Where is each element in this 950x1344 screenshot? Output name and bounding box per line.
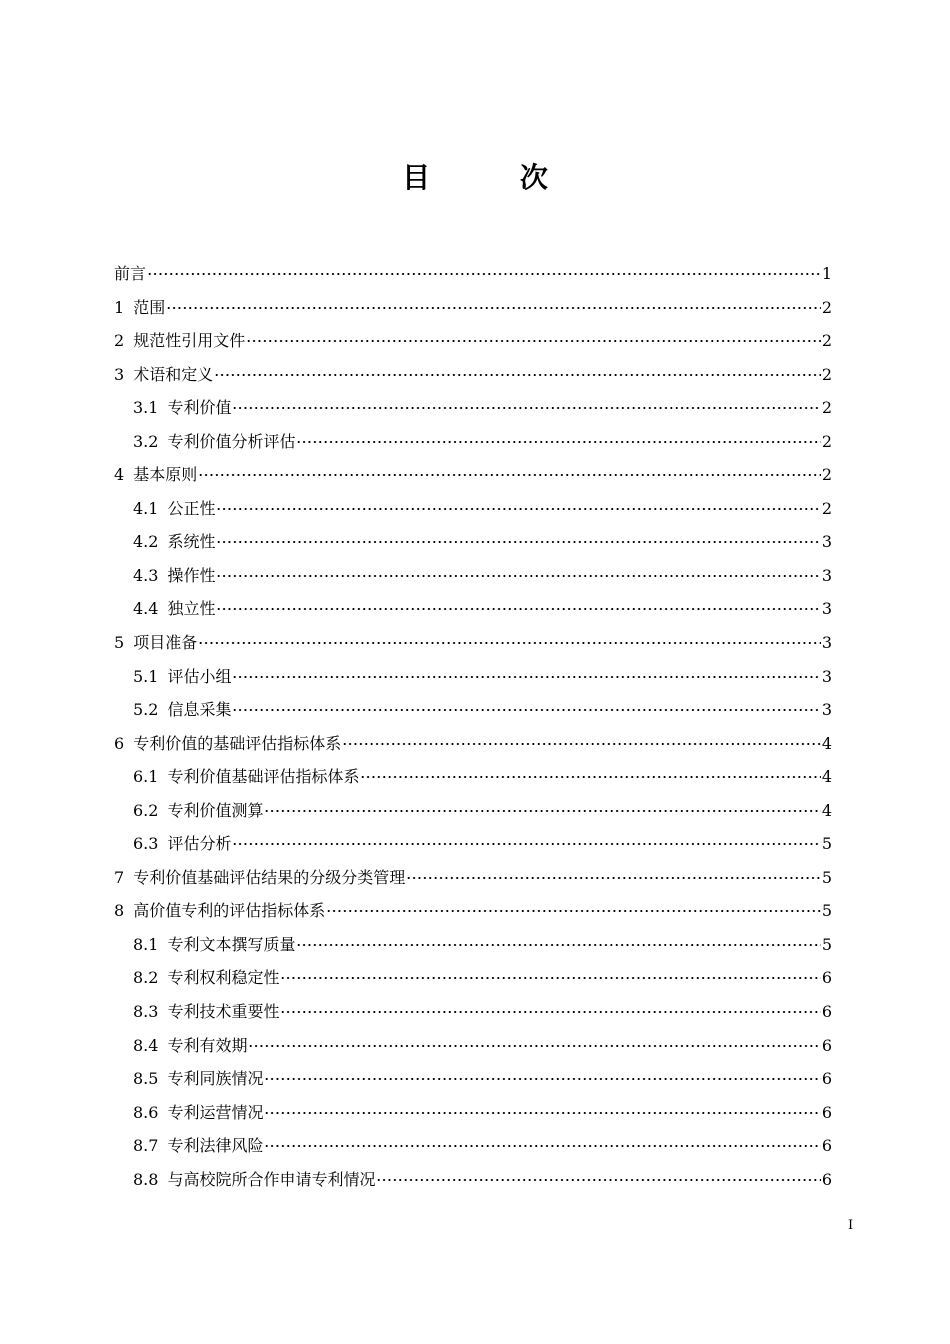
toc-dot-leader bbox=[232, 407, 820, 409]
toc-dot-leader bbox=[216, 508, 820, 510]
toc-entry-number: 4.3 bbox=[133, 565, 159, 585]
toc-dot-leader bbox=[360, 776, 820, 778]
toc-entry-number: 8.4 bbox=[133, 1035, 159, 1055]
toc-entry-page: 6 bbox=[821, 1136, 832, 1156]
toc-dot-leader bbox=[216, 608, 820, 610]
toc-entry-label: 专利文本撰写质量 bbox=[167, 934, 296, 954]
toc-dot-leader bbox=[406, 877, 821, 879]
toc-entry-label: 高价值专利的评估指标体系 bbox=[133, 901, 326, 921]
toc-entry-number: 8.3 bbox=[133, 1002, 159, 1022]
toc-dot-leader bbox=[214, 374, 821, 376]
toc-entry[interactable] bbox=[114, 559, 832, 593]
toc-dot-leader bbox=[198, 642, 821, 644]
toc-entry-number: 8.5 bbox=[133, 1069, 159, 1089]
toc-entry-page: 2 bbox=[821, 431, 832, 451]
toc-entry[interactable] bbox=[114, 827, 832, 861]
toc-entry[interactable] bbox=[114, 794, 832, 828]
toc-entry-label: 专利价值测算 bbox=[167, 800, 264, 820]
toc-entry-number: 4.2 bbox=[133, 532, 159, 552]
toc-entry[interactable] bbox=[114, 291, 832, 325]
toc-entry-label: 专利价值 bbox=[167, 398, 232, 418]
toc-entry-number: 2 bbox=[114, 331, 125, 351]
toc-dot-leader bbox=[342, 743, 821, 745]
page-number: I bbox=[848, 1218, 854, 1233]
toc-entry-page: 6 bbox=[821, 1002, 832, 1022]
toc-entry-page: 2 bbox=[821, 331, 832, 351]
toc-entry-page: 2 bbox=[821, 297, 832, 317]
toc-entry-label: 评估小组 bbox=[167, 666, 232, 686]
toc-dot-leader bbox=[232, 676, 820, 678]
toc-entry-label: 前言 bbox=[114, 264, 147, 283]
toc-dot-leader bbox=[166, 307, 821, 309]
toc-entry-page: 4 bbox=[821, 800, 832, 820]
toc-entry-label: 操作性 bbox=[167, 565, 216, 585]
toc-entry[interactable] bbox=[114, 358, 832, 392]
toc-entry[interactable] bbox=[114, 1029, 832, 1063]
toc-entry-number: 5.1 bbox=[133, 666, 159, 686]
toc-dot-leader bbox=[296, 944, 820, 946]
toc-entry-label: 专利价值分析评估 bbox=[167, 431, 296, 451]
toc-dot-leader bbox=[264, 1145, 820, 1147]
toc-entry-page: 3 bbox=[821, 599, 832, 619]
toc-dot-leader bbox=[264, 1112, 820, 1114]
toc-entry-page: 3 bbox=[821, 700, 832, 720]
toc-entry[interactable] bbox=[114, 660, 832, 694]
toc-entry-label: 专利有效期 bbox=[167, 1035, 248, 1055]
toc-entry-page: 5 bbox=[821, 901, 832, 921]
toc-dot-leader bbox=[280, 977, 820, 979]
toc-entry-page: 4 bbox=[821, 767, 832, 787]
toc-entry-page: 6 bbox=[821, 968, 832, 988]
toc-entry[interactable] bbox=[114, 928, 832, 962]
toc-entry-number: 3.1 bbox=[133, 398, 159, 418]
toc-entry-number: 1 bbox=[114, 297, 125, 317]
toc-entry-label: 基本原则 bbox=[133, 465, 198, 485]
toc-dot-leader bbox=[264, 810, 820, 812]
toc-entry-number: 5.2 bbox=[133, 700, 159, 720]
toc-dot-leader bbox=[264, 1078, 820, 1080]
toc-entry-label: 独立性 bbox=[167, 599, 216, 619]
toc-entry[interactable] bbox=[114, 425, 832, 459]
toc-entry-number: 8.2 bbox=[133, 968, 159, 988]
toc-entry[interactable] bbox=[114, 626, 832, 660]
toc-entry-number: 8 bbox=[114, 901, 125, 921]
toc-entry-number: 8.6 bbox=[133, 1102, 159, 1122]
toc-entry-number: 6.2 bbox=[133, 800, 159, 820]
toc-entry[interactable] bbox=[114, 1129, 832, 1163]
toc-entry[interactable] bbox=[114, 1096, 832, 1130]
toc-entry-label: 专利权利稳定性 bbox=[167, 968, 280, 988]
toc-entry[interactable] bbox=[114, 861, 832, 895]
toc-entry-number: 4.1 bbox=[133, 498, 159, 518]
toc-entry-label: 与高校院所合作申请专利情况 bbox=[167, 1169, 376, 1189]
toc-entry-label: 范围 bbox=[133, 297, 166, 317]
toc-entry-page: 6 bbox=[821, 1169, 832, 1189]
toc-entry-page: 6 bbox=[821, 1102, 832, 1122]
toc-dot-leader bbox=[232, 709, 820, 711]
toc-entry-label: 系统性 bbox=[167, 532, 216, 552]
toc-entry[interactable] bbox=[114, 525, 832, 559]
toc-entry-label: 规范性引用文件 bbox=[133, 331, 246, 351]
toc-entry[interactable] bbox=[114, 391, 832, 425]
toc-entry[interactable] bbox=[114, 257, 832, 291]
toc-entry-label: 专利运营情况 bbox=[167, 1102, 264, 1122]
toc-entry-page: 3 bbox=[821, 666, 832, 686]
toc-entry-label: 专利价值基础评估指标体系 bbox=[167, 767, 360, 787]
toc-entry[interactable] bbox=[114, 727, 832, 761]
toc-entry-page: 3 bbox=[821, 633, 832, 653]
toc-entry-number: 7 bbox=[114, 867, 125, 887]
toc-entry-number: 5 bbox=[114, 633, 125, 653]
toc-entry[interactable] bbox=[114, 760, 832, 794]
toc-entry[interactable] bbox=[114, 1062, 832, 1096]
toc-entry-page: 4 bbox=[821, 733, 832, 753]
toc-entry-page: 2 bbox=[821, 498, 832, 518]
toc-entry-number: 8.1 bbox=[133, 934, 159, 954]
toc-entry-number: 3 bbox=[114, 364, 125, 384]
toc-entry[interactable] bbox=[114, 592, 832, 626]
toc-entry-number: 4 bbox=[114, 465, 125, 485]
toc-entry-label: 专利法律风险 bbox=[167, 1136, 264, 1156]
toc-entry-page: 3 bbox=[821, 532, 832, 552]
toc-entry[interactable] bbox=[114, 693, 832, 727]
toc-entry-page: 1 bbox=[821, 264, 832, 283]
toc-entry[interactable] bbox=[114, 995, 832, 1029]
page-title: 目 次 bbox=[402, 161, 588, 194]
toc-entry[interactable] bbox=[114, 458, 832, 492]
toc-dot-leader bbox=[280, 1011, 820, 1013]
toc-dot-leader bbox=[147, 273, 821, 275]
toc-entry-label: 评估分析 bbox=[167, 834, 232, 854]
toc-entry-page: 5 bbox=[821, 834, 832, 854]
toc-entry-page: 5 bbox=[821, 934, 832, 954]
toc-entry-page: 6 bbox=[821, 1035, 832, 1055]
toc-entry-label: 信息采集 bbox=[167, 700, 232, 720]
toc-entry[interactable] bbox=[114, 894, 832, 928]
toc-entry-number: 6 bbox=[114, 733, 125, 753]
toc-dot-leader bbox=[248, 1045, 820, 1047]
toc-dot-leader bbox=[376, 1179, 820, 1181]
toc-entry-page: 2 bbox=[821, 364, 832, 384]
toc-entry-number: 6.3 bbox=[133, 834, 159, 854]
toc-entry-label: 专利价值的基础评估指标体系 bbox=[133, 733, 342, 753]
toc-entry-number: 6.1 bbox=[133, 767, 159, 787]
toc-entry[interactable] bbox=[114, 961, 832, 995]
toc-dot-leader bbox=[198, 474, 821, 476]
table-of-contents bbox=[114, 257, 832, 1196]
toc-entry-number: 3.2 bbox=[133, 431, 159, 451]
toc-entry-label: 术语和定义 bbox=[133, 364, 214, 384]
toc-entry-label: 项目准备 bbox=[133, 633, 198, 653]
toc-entry-label: 专利同族情况 bbox=[167, 1069, 264, 1089]
toc-dot-leader bbox=[296, 441, 820, 443]
toc-entry-page: 2 bbox=[821, 465, 832, 485]
toc-entry-label: 专利技术重要性 bbox=[167, 1002, 280, 1022]
toc-dot-leader bbox=[326, 910, 821, 912]
toc-dot-leader bbox=[246, 340, 821, 342]
toc-entry-label: 专利价值基础评估结果的分级分类管理 bbox=[133, 867, 406, 887]
toc-entry-page: 2 bbox=[821, 398, 832, 418]
toc-entry-number: 4.4 bbox=[133, 599, 159, 619]
toc-entry-number: 8.8 bbox=[133, 1169, 159, 1189]
toc-entry-number: 8.7 bbox=[133, 1136, 159, 1156]
toc-entry[interactable] bbox=[114, 492, 832, 526]
toc-entry-page: 5 bbox=[821, 867, 832, 887]
toc-dot-leader bbox=[216, 541, 820, 543]
toc-dot-leader bbox=[232, 843, 820, 845]
toc-entry[interactable] bbox=[114, 1163, 832, 1197]
toc-entry-label: 公正性 bbox=[167, 498, 216, 518]
toc-dot-leader bbox=[216, 575, 820, 577]
toc-entry-page: 6 bbox=[821, 1069, 832, 1089]
toc-entry[interactable] bbox=[114, 324, 832, 358]
toc-entry-page: 3 bbox=[821, 565, 832, 585]
